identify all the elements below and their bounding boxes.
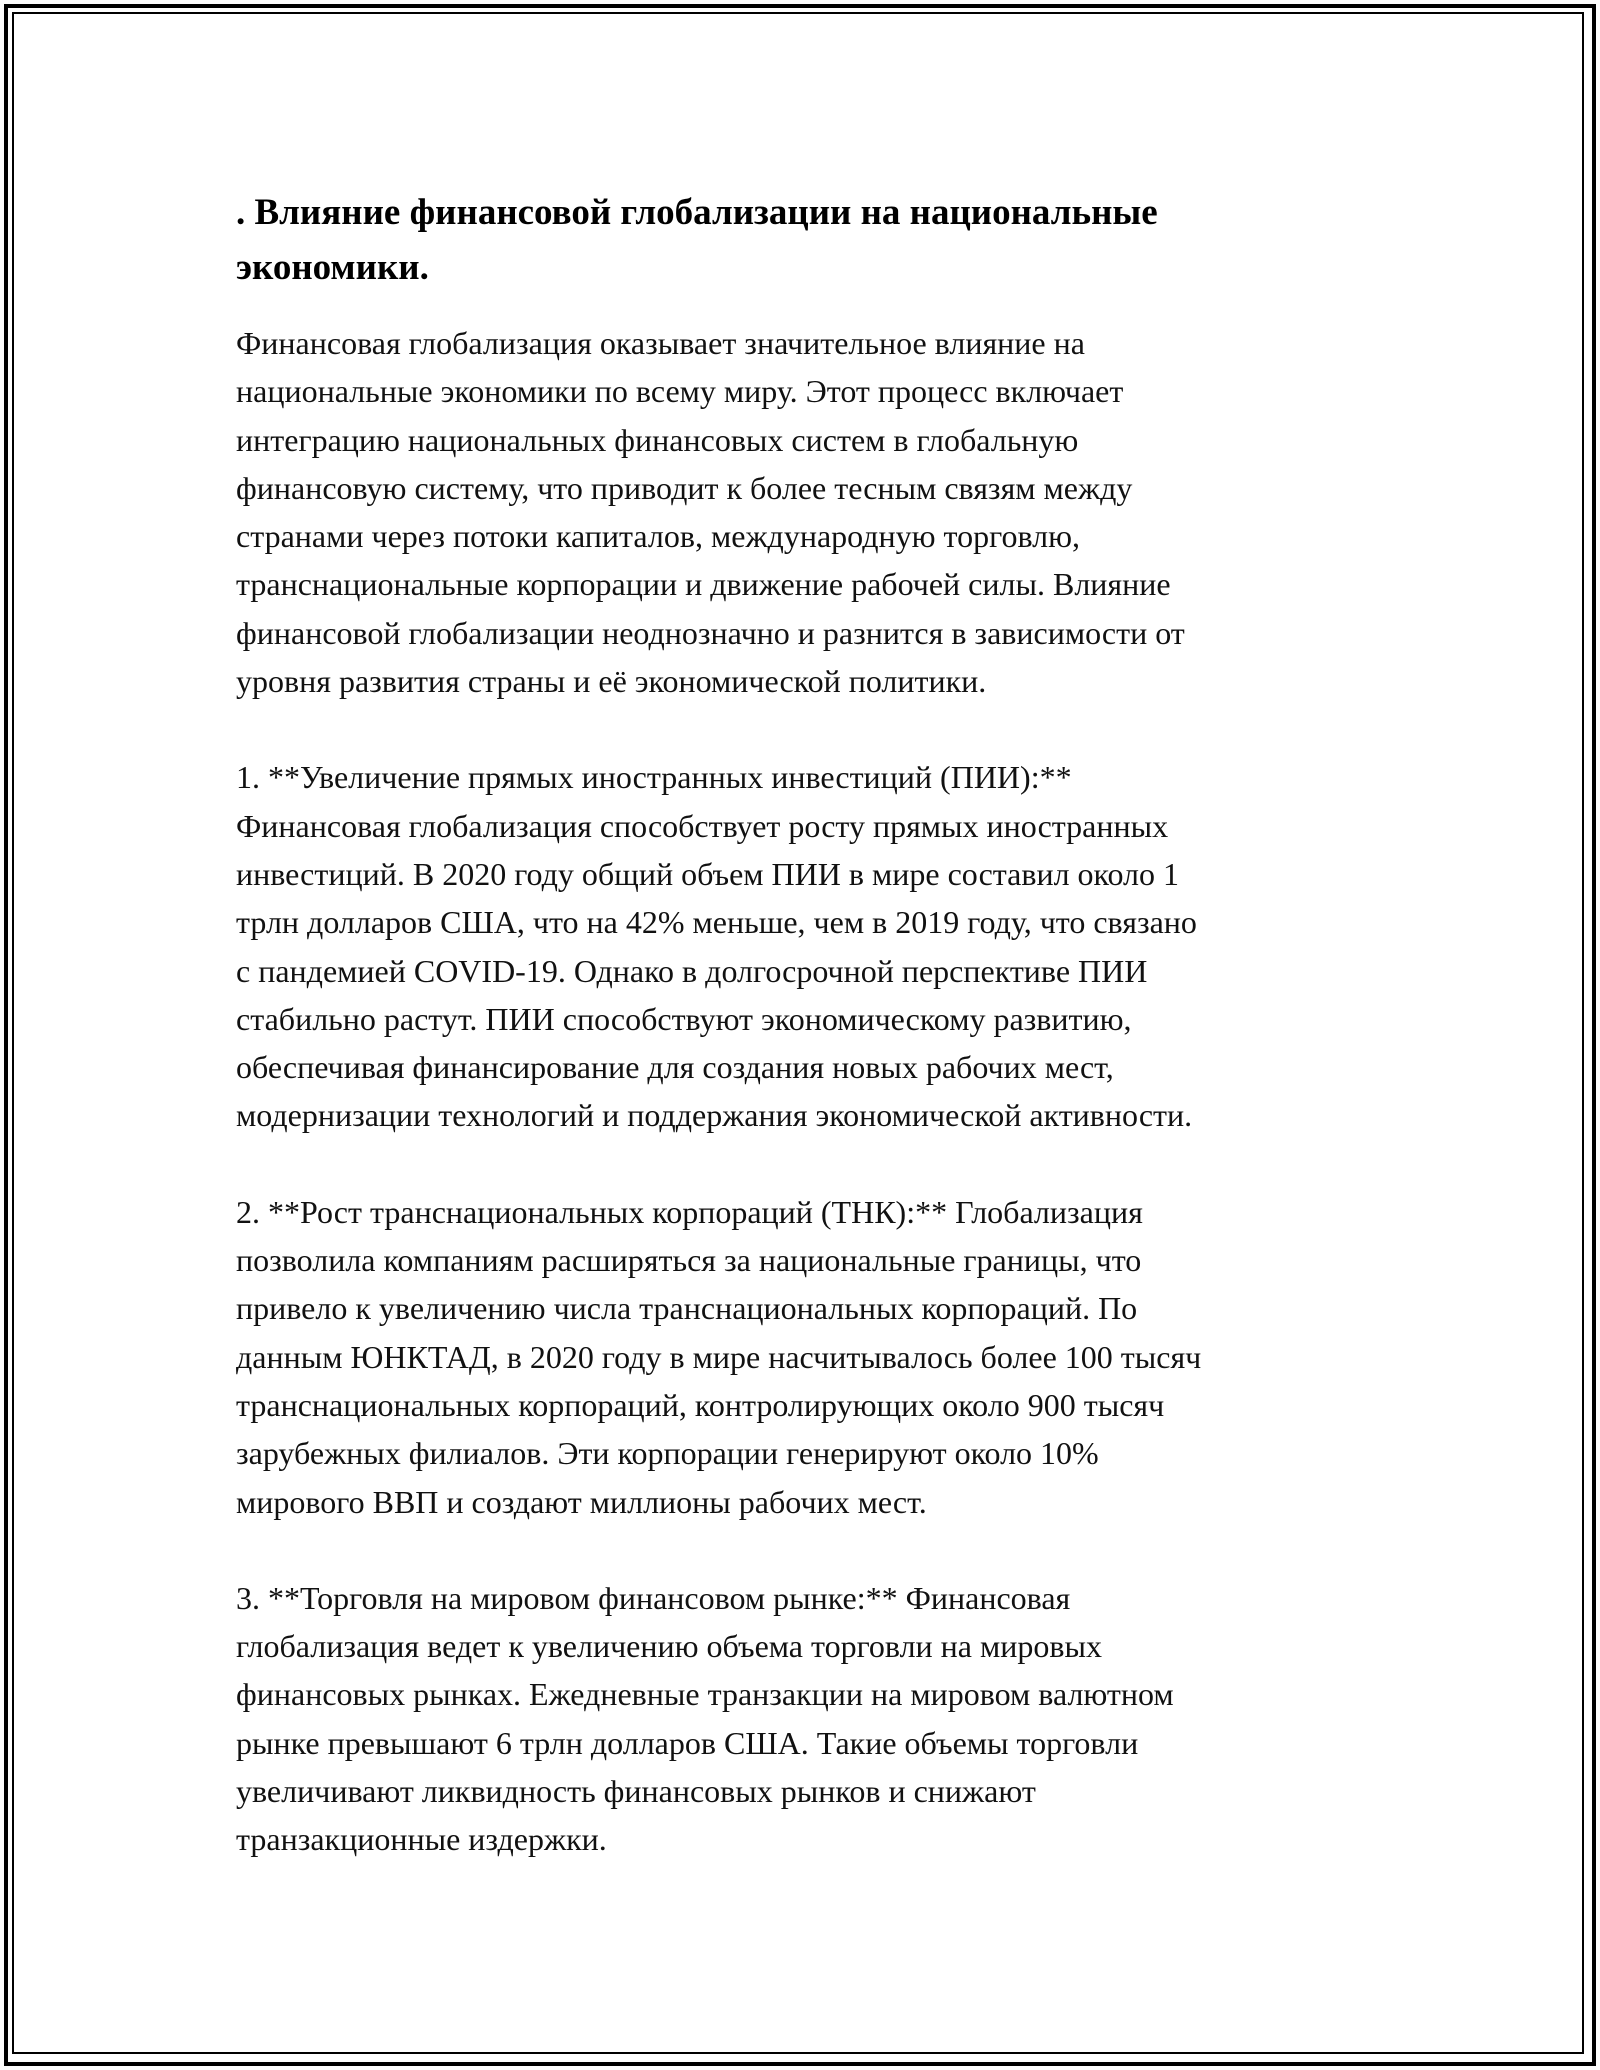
paragraph-line: 3. **Торговля на мировом финансовом рынке:** Финансовая [236, 1579, 1071, 1616]
paragraph-line: интеграцию национальных финансовых систем в глобальную [236, 421, 1079, 458]
paragraph-line: финансовой глобализации неоднозначно и разнится в зависимости от [236, 614, 1185, 651]
paragraph-line: рынке превышают 6 трлн долларов США. Такие объемы торговли [236, 1724, 1139, 1761]
paragraph-line: финансовых рынках. Ежедневные транзакции на мировом валютном [236, 1676, 1174, 1713]
paragraph-line: уровня развития страны и её экономической политики. [236, 663, 987, 700]
paragraph-line: трлн долларов США, что на 42% меньше, чем в 2019 году, что связано [236, 904, 1197, 941]
paragraph-point-1 [236, 753, 1356, 1139]
paragraph-line: национальные экономики по всему миру. Этот процесс включает [236, 373, 1124, 410]
paragraph-line: увеличивают ликвидность финансовых рынков и снижают [236, 1773, 1036, 1810]
paragraph-line: транзакционные издержки. [236, 1821, 607, 1858]
paragraph-line: 2. **Рост транснациональных корпораций (ТНК):** Глобализация [236, 1193, 1143, 1230]
paragraph-line: стабильно растут. ПИИ способствуют экономическому развитию, [236, 1000, 1132, 1037]
paragraph-line: Финансовая глобализация способствует росту прямых иностранных [236, 807, 1169, 844]
paragraph-line: транснациональные корпорации и движение рабочей силы. Влияние [236, 566, 1171, 603]
paragraph-line: привело к увеличению числа транснациональных корпораций. По [236, 1290, 1138, 1327]
paragraph-line: модернизации технологий и поддержания экономической активности. [236, 1097, 1193, 1134]
paragraph-line: инвестиций. В 2020 году общий объем ПИИ в мире составил около 1 [236, 855, 1180, 892]
paragraph-point-2 [236, 1188, 1356, 1526]
paragraph-line: финансовую систему, что приводит к более тесным связям между [236, 469, 1133, 506]
paragraph-line: странами через потоки капиталов, международную торговлю, [236, 518, 1080, 555]
paragraph-line: мирового ВВП и создают миллионы рабочих мест. [236, 1483, 927, 1520]
title-line: экономики. [236, 247, 429, 288]
paragraph-line: позволила компаниям расширяться за национальные границы, что [236, 1242, 1142, 1279]
paragraph-line: глобализация ведет к увеличению объема торговли на мировых [236, 1628, 1102, 1665]
paragraph-line: Финансовая глобализация оказывает значительное влияние на [236, 325, 1085, 361]
paragraph-line: обеспечивая финансирование для создания новых рабочих мест, [236, 1049, 1114, 1086]
paragraph-line: данным ЮНКТАД, в 2020 году в мире насчитывалось более 100 тысяч [236, 1338, 1202, 1375]
document-title [236, 185, 1356, 295]
paragraph-line: зарубежных филиалов. Эти корпорации генерируют около 10% [236, 1435, 1099, 1472]
paragraph-point-3 [236, 1574, 1356, 1864]
paragraph-line: 1. **Увеличение прямых иностранных инвестиций (ПИИ):** [236, 759, 1072, 796]
paragraph-line: транснациональных корпораций, контролирующих около 900 тысяч [236, 1386, 1165, 1423]
document-body [236, 185, 1356, 1912]
title-line: . Влияние финансовой глобализации на национальные [236, 192, 1158, 233]
paragraph-line: с пандемией COVID-19. Однако в долгосрочной перспективе ПИИ [236, 952, 1148, 989]
paragraph-intro [236, 319, 1356, 705]
